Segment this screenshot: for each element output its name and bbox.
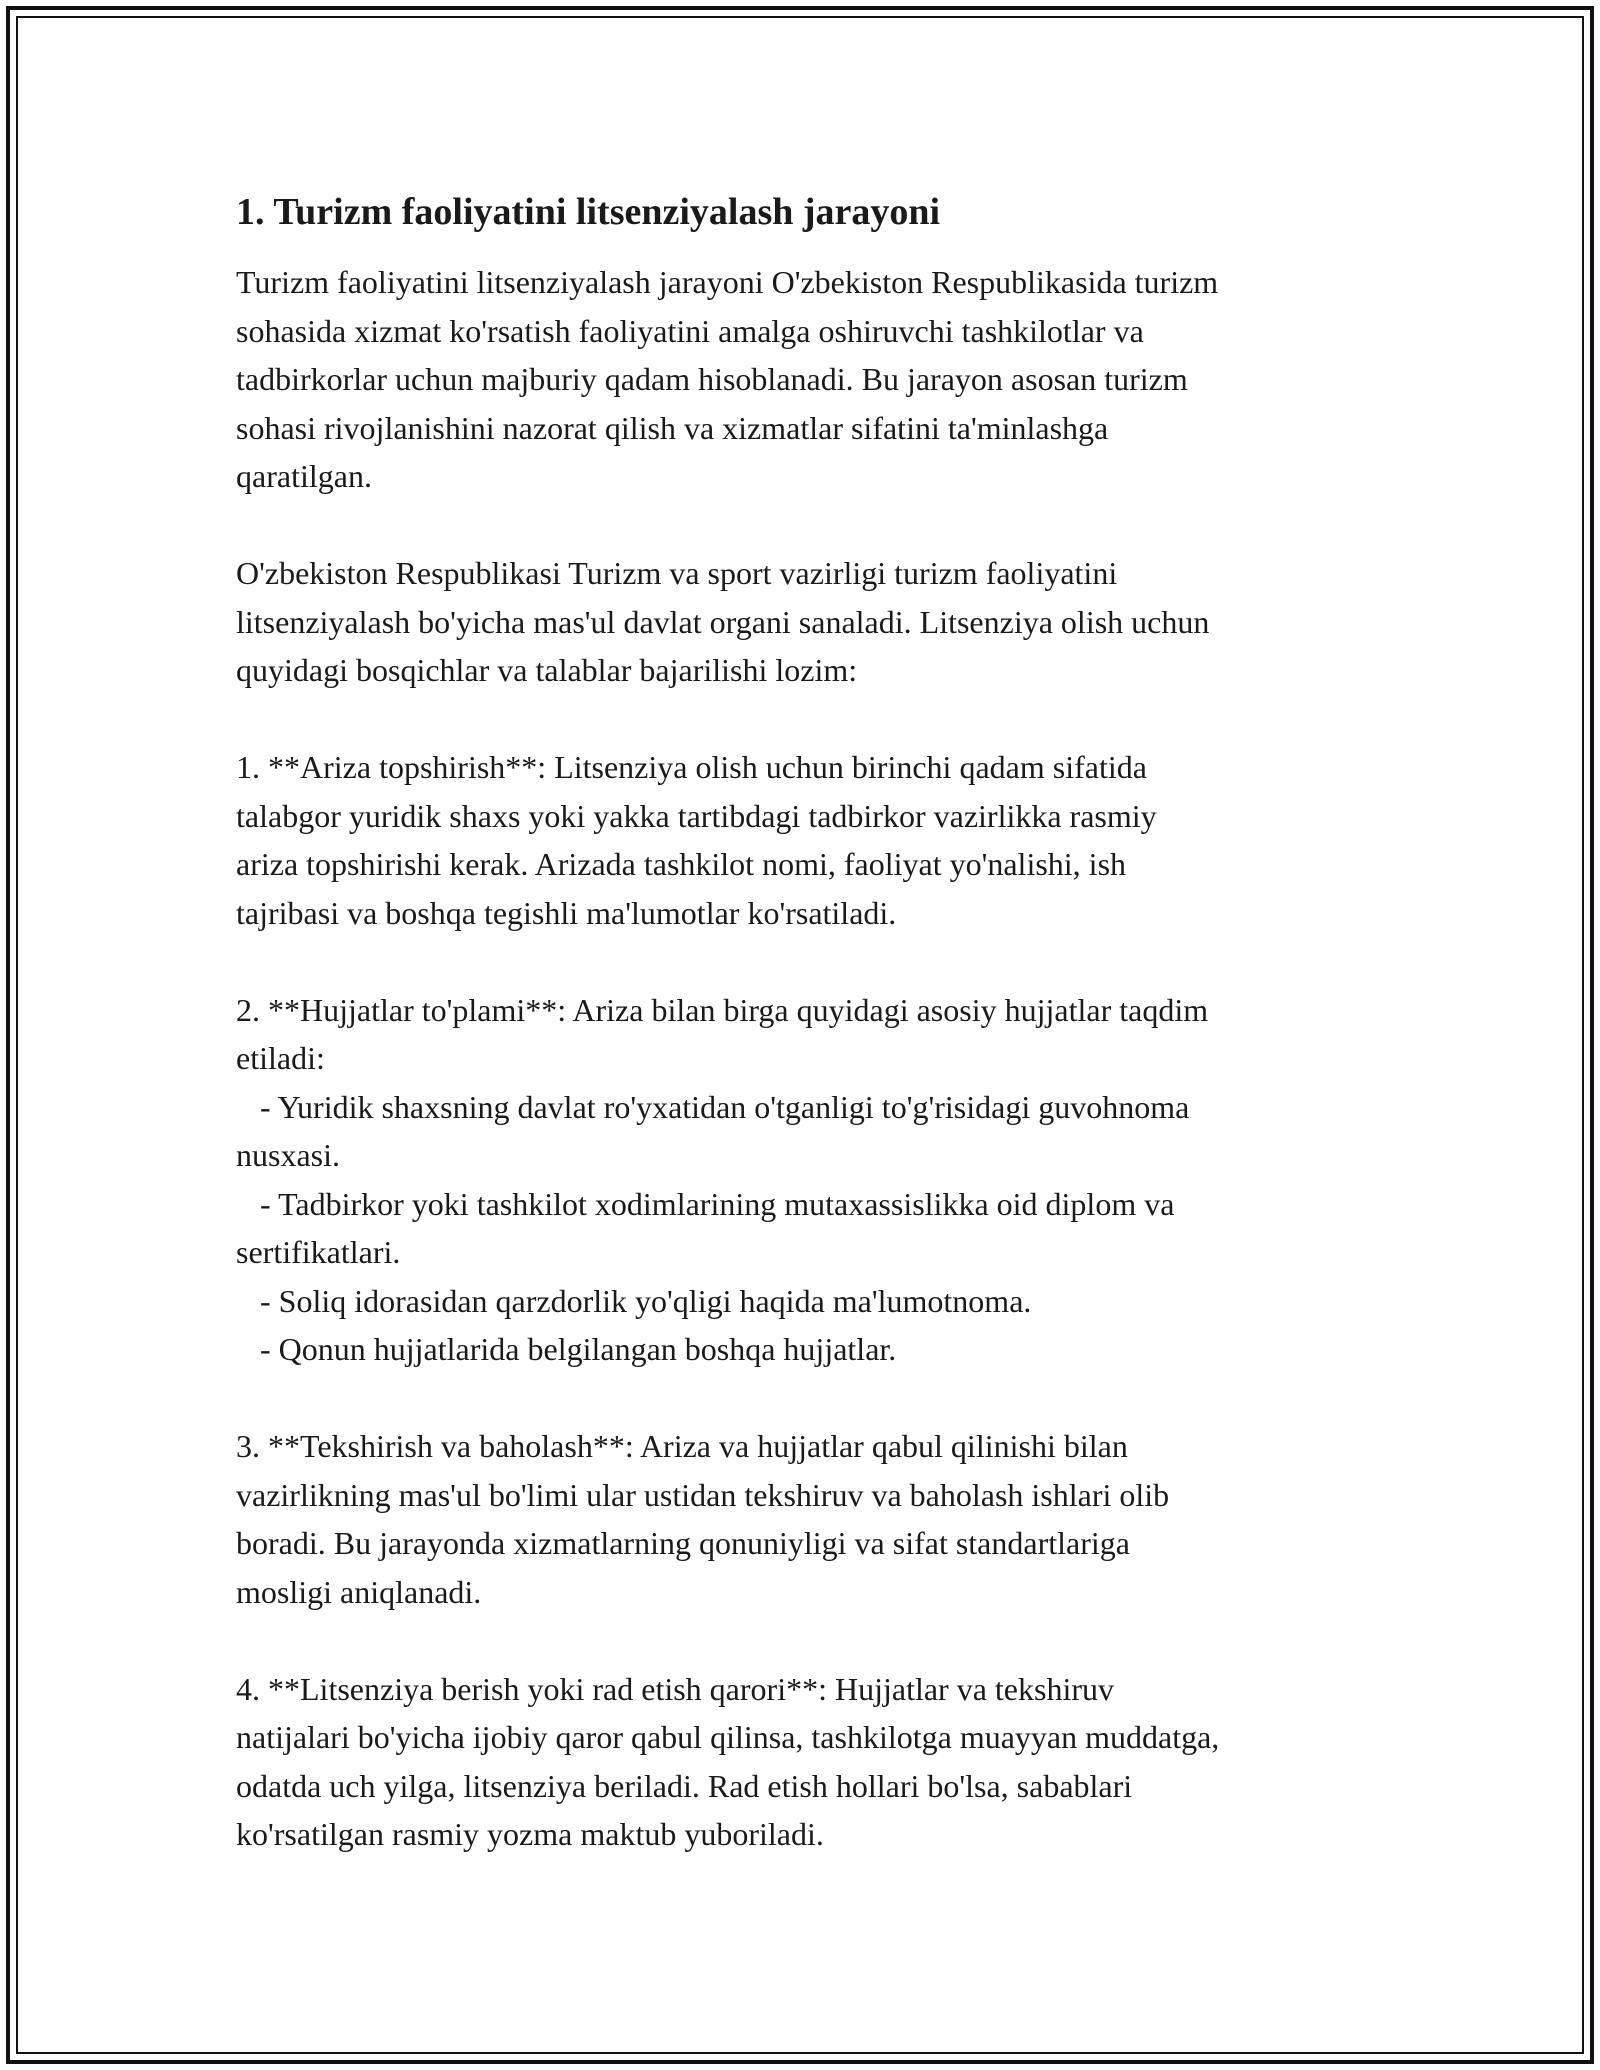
paragraph-intro: Turizm faoliyatini litsenziyalash jarayoni O'zbekiston Respublikasida turizm sohasida xizmat ko'rsatish faoliyatini amalga oshiruvchi tashkilotlar va tadbirkorlar uchun majburiy qadam hisoblanadi. Bu jarayon asosan turizm sohasi rivojlanishini nazorat qilish va xizmatlar sifatini ta'minlashga qaratilgan. (236, 264, 1219, 494)
step-inspection: 3. **Tekshirish va baholash**: Ariza va hujjatlar qabul qilinishi bilan vazirlikning mas'ul bo'limi ular ustidan tekshiruv va baholash ishlari olib boradi. Bu jarayonda xizmatlarning qonuniyligi va sifat standartlariga mosligi aniqlanadi. (236, 1428, 1170, 1610)
paragraph-gap (236, 501, 1366, 550)
document-body (236, 186, 1366, 1859)
paragraph-gap (236, 1616, 1366, 1665)
paragraph-gap (236, 695, 1366, 744)
paragraph-gap (236, 1374, 1366, 1423)
paragraph-ministry: O'zbekiston Respublikasi Turizm va sport vazirligi turizm faoliyatini litsenziyalash bo'yicha mas'ul davlat organi sanaladi. Litsenziya olish uchun quyidagi bosqichlar va talablar bajarilishi lozim: (236, 555, 1210, 688)
document-title: 1. Turizm faoliyatini litsenziyalash jarayoni (236, 191, 941, 233)
step-application: 1. **Ariza topshirish**: Litsenziya olish uchun birinchi qadam sifatida talabgor yuridik shaxs yoki yakka tartibdagi tadbirkor vazirlikka rasmiy ariza topshirishi kerak. Arizada tashkilot nomi, faoliyat yo'nalishi, ish tajribasi va boshqa tegishli ma'lumotlar ko'rsatiladi. (236, 749, 1157, 931)
paragraph-gap (236, 937, 1366, 986)
step-decision: 4. **Litsenziya berish yoki rad etish qarori**: Hujjatlar va tekshiruv natijalari bo'yicha ijobiy qaror qabul qilinsa, tashkilotga muayyan muddatga, odatda uch yilga, litsenziya beriladi. Rad etish hollari bo'lsa, sabablari ko'rsatilgan rasmiy yozma maktub yuboriladi. (236, 1670, 1220, 1852)
step-documents: 2. **Hujjatlar to'plami**: Ariza bilan birga quyidagi asosiy hujjatlar taqdim etiladi: - Yuridik shaxsning davlat ro'yxatidan o'tganligi to'g'risidagi guvohnoma nusxasi. - Tadbirkor yoki tashkilot xodimlarining mutaxassislikka oid diplom va sertifikatlari. - Soliq idorasidan qarzdorlik yo'qligi haqida ma'lumotnoma. - Qonun hujjatlarida belgilangan boshqa hujjatlar. (236, 991, 1209, 1367)
